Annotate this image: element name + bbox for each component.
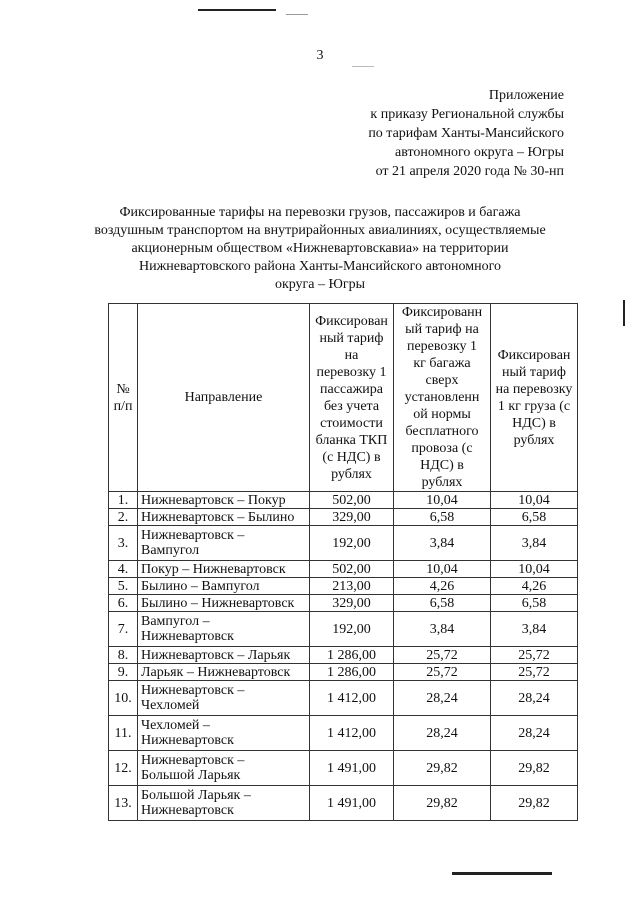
row-baggage-tariff: 29,82 <box>394 786 491 821</box>
row-passenger-tariff: 1 491,00 <box>310 786 394 821</box>
row-direction <box>138 612 310 647</box>
row-cargo-tariff: 10,04 <box>491 561 578 578</box>
text-line: Нижневартовск <box>141 803 234 818</box>
table-row <box>109 681 578 716</box>
row-baggage-tariff: 3,84 <box>394 612 491 647</box>
scan-artifact-top-faint <box>286 14 308 15</box>
appendix-block <box>368 86 564 181</box>
row-passenger-tariff: 1 412,00 <box>310 681 394 716</box>
row-baggage-tariff: 10,04 <box>394 492 491 509</box>
row-number: 4. <box>109 561 138 578</box>
row-cargo-tariff: 25,72 <box>491 647 578 664</box>
table-row <box>109 526 578 561</box>
row-direction <box>138 716 310 751</box>
row-direction <box>138 647 310 664</box>
row-cargo-tariff: 6,58 <box>491 509 578 526</box>
row-direction <box>138 509 310 526</box>
row-direction <box>138 664 310 681</box>
row-cargo-tariff: 10,04 <box>491 492 578 509</box>
scan-artifact-dots <box>352 66 374 67</box>
text-line: Вампугол <box>141 543 200 558</box>
text-line: Фиксированн <box>401 305 483 320</box>
row-passenger-tariff: 502,00 <box>310 492 394 509</box>
text-line: ный тариф <box>502 364 566 380</box>
row-cargo-tariff: 3,84 <box>491 612 578 647</box>
appendix-line: по тарифам Ханты-Мансийского <box>368 126 564 141</box>
header-num <box>109 304 138 492</box>
row-cargo-tariff: 28,24 <box>491 716 578 751</box>
row-number: 12. <box>109 751 138 786</box>
text-line: 1 кг груза (с <box>497 398 571 414</box>
row-number: 11. <box>109 716 138 751</box>
text-line: НДС) в <box>420 458 464 473</box>
text-line: Фиксирован <box>497 347 571 363</box>
document-title <box>60 204 580 294</box>
tariffs-table <box>108 303 578 821</box>
row-direction <box>138 595 310 612</box>
text-line: Нижневартовск <box>141 733 234 748</box>
text-line: ый тариф на <box>405 322 479 337</box>
table-row <box>109 716 578 751</box>
row-baggage-tariff: 25,72 <box>394 647 491 664</box>
row-baggage-tariff: 6,58 <box>394 509 491 526</box>
row-passenger-tariff: 1 286,00 <box>310 664 394 681</box>
text-line: без учета <box>323 398 380 414</box>
text-line: ный тариф <box>319 330 384 346</box>
text-line: Большой Ларьяк <box>141 768 241 783</box>
row-passenger-tariff: 213,00 <box>310 578 394 595</box>
text-line: Нижневартовск – <box>141 753 245 768</box>
title-line: воздушным транспортом на внутрирайонных авиалиниях, осуществляемые <box>94 223 546 238</box>
row-passenger-tariff: 1 412,00 <box>310 716 394 751</box>
table-row <box>109 664 578 681</box>
text-line: перевозку 1 <box>406 339 478 354</box>
table-row <box>109 786 578 821</box>
appendix-line: к приказу Региональной службы <box>370 107 564 122</box>
row-baggage-tariff: 6,58 <box>394 595 491 612</box>
header-cargo-tariff <box>491 304 578 492</box>
row-passenger-tariff: 192,00 <box>310 612 394 647</box>
row-number: 2. <box>109 509 138 526</box>
text-line: рублях <box>513 432 555 448</box>
row-cargo-tariff: 6,58 <box>491 595 578 612</box>
row-direction <box>138 578 310 595</box>
row-cargo-tariff: 4,26 <box>491 578 578 595</box>
table-row <box>109 612 578 647</box>
row-passenger-tariff: 1 491,00 <box>310 751 394 786</box>
text-line: пассажира <box>320 381 383 397</box>
row-cargo-tariff: 3,84 <box>491 526 578 561</box>
row-number: 3. <box>109 526 138 561</box>
row-direction <box>138 751 310 786</box>
row-direction <box>138 786 310 821</box>
text-line: Нижневартовск – <box>141 528 245 543</box>
text-line: провоза (с <box>411 441 473 456</box>
row-baggage-tariff: 25,72 <box>394 664 491 681</box>
row-number: 9. <box>109 664 138 681</box>
text-line: бланка ТКП <box>315 432 388 448</box>
table-row <box>109 751 578 786</box>
scan-artifact-side <box>623 300 625 326</box>
text-line: Нижневартовск <box>141 629 234 644</box>
row-number: 1. <box>109 492 138 509</box>
text-line: бесплатного <box>405 424 479 439</box>
text-line: рублях <box>421 475 463 490</box>
row-direction <box>138 526 310 561</box>
text-line: Нижневартовск – Былино <box>141 509 295 525</box>
table-row <box>109 647 578 664</box>
row-baggage-tariff: 28,24 <box>394 681 491 716</box>
appendix-line: Приложение <box>488 88 564 103</box>
row-cargo-tariff: 29,82 <box>491 786 578 821</box>
row-baggage-tariff: 28,24 <box>394 716 491 751</box>
title-line: Нижневартовского района Ханты-Мансийского автономного <box>139 259 501 274</box>
row-number: 7. <box>109 612 138 647</box>
row-passenger-tariff: 192,00 <box>310 526 394 561</box>
row-number: 6. <box>109 595 138 612</box>
row-number: 8. <box>109 647 138 664</box>
text-line: кг багажа <box>413 356 471 371</box>
row-cargo-tariff: 29,82 <box>491 751 578 786</box>
row-direction <box>138 492 310 509</box>
row-number: 5. <box>109 578 138 595</box>
row-cargo-tariff: 28,24 <box>491 681 578 716</box>
table-row <box>109 578 578 595</box>
appendix-line: автономного округа – Югры <box>395 145 564 160</box>
row-direction <box>138 561 310 578</box>
row-baggage-tariff: 29,82 <box>394 751 491 786</box>
row-baggage-tariff: 3,84 <box>394 526 491 561</box>
text-line: Вампугол – <box>141 614 210 629</box>
header-direction <box>138 304 310 492</box>
text-line: Былино – Вампугол <box>141 578 260 594</box>
appendix-line: от 21 апреля 2020 года № 30-нп <box>375 164 564 179</box>
header-baggage-tariff <box>394 304 491 492</box>
title-line: округа – Югры <box>274 277 366 292</box>
table-body <box>109 492 578 821</box>
text-line: стоимости <box>320 415 383 431</box>
row-direction <box>138 681 310 716</box>
table-row <box>109 595 578 612</box>
text-line: п/п <box>113 398 133 414</box>
table-row <box>109 561 578 578</box>
row-passenger-tariff: 329,00 <box>310 595 394 612</box>
text-line: Былино – Нижневартовск <box>141 595 295 611</box>
text-line: рублях <box>331 466 372 482</box>
text-line: Нижневартовск – <box>141 683 245 698</box>
text-line: (с НДС) в <box>322 449 381 465</box>
text-line: Фиксирован <box>315 313 388 329</box>
text-line: ой нормы <box>413 407 471 422</box>
text-line: сверх <box>425 373 459 388</box>
row-number: 13. <box>109 786 138 821</box>
row-passenger-tariff: 502,00 <box>310 561 394 578</box>
row-passenger-tariff: 1 286,00 <box>310 647 394 664</box>
text-line: Направление <box>184 390 263 405</box>
text-line: установленн <box>404 390 480 405</box>
text-line: Чехломей <box>141 698 200 713</box>
header-passenger-tariff <box>310 304 394 492</box>
text-line: Покур – Нижневартовск <box>141 561 286 577</box>
text-line: на <box>344 347 359 363</box>
table-row <box>109 509 578 526</box>
text-line: перевозку 1 <box>316 364 387 380</box>
scan-artifact-top <box>198 9 276 11</box>
text-line: на перевозку <box>495 381 573 397</box>
page-number: 3 <box>316 48 324 63</box>
row-baggage-tariff: 10,04 <box>394 561 491 578</box>
table-header-row <box>109 304 578 492</box>
text-line: Ларьяк – Нижневартовск <box>141 664 291 680</box>
table-row <box>109 492 578 509</box>
text-line: НДС) в <box>512 415 556 431</box>
row-passenger-tariff: 329,00 <box>310 509 394 526</box>
text-line: Нижневартовск – Покур <box>141 492 286 508</box>
text-line: № <box>116 381 130 397</box>
text-line: Нижневартовск – Ларьяк <box>141 647 291 663</box>
text-line: Чехломей – <box>141 718 210 733</box>
text-line: Большой Ларьяк – <box>141 788 251 803</box>
row-number: 10. <box>109 681 138 716</box>
title-line: акционерным обществом «Нижневартовскавиа» на территории <box>131 241 509 256</box>
scan-artifact-bottom <box>452 872 552 875</box>
row-baggage-tariff: 4,26 <box>394 578 491 595</box>
title-line: Фиксированные тарифы на перевозки грузов, пассажиров и багажа <box>119 205 521 220</box>
row-cargo-tariff: 25,72 <box>491 664 578 681</box>
